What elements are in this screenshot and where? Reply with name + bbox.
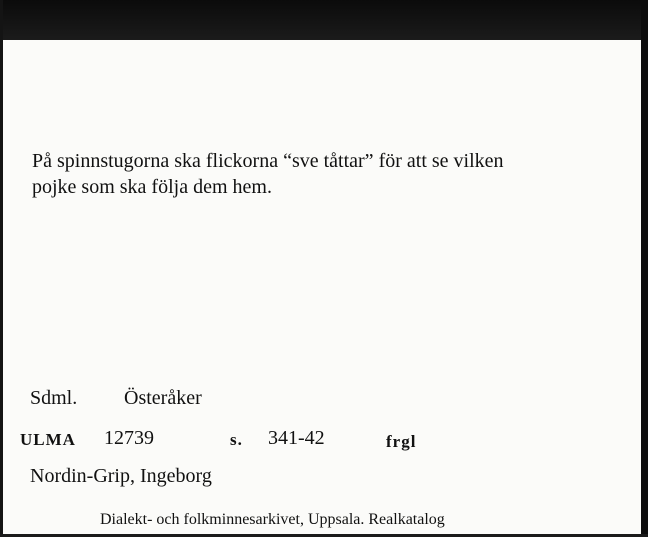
archive-footer: Dialekt- och folkminnesarkivet, Uppsala. Realkatalog (100, 511, 445, 528)
card-description (32, 148, 632, 200)
record-number: 12739 (104, 427, 154, 449)
scan-edge-left (0, 0, 3, 537)
genre-code: frgl (386, 432, 417, 451)
scan-edge-right (641, 0, 648, 537)
description-line-2: pojke som ska följa dem hem. (32, 176, 272, 198)
region-label: Sdml. (30, 387, 78, 409)
informant-name: Nordin-Grip, Ingeborg (30, 465, 212, 487)
archive-code: ULMA (20, 430, 76, 449)
parish-label: Österåker (124, 387, 202, 409)
page-range: 341-42 (268, 427, 325, 449)
scan-edge-top (0, 0, 648, 40)
page-label: s. (230, 430, 243, 449)
description-line-1: På spinnstugorna ska flickorna “sve tåttar” för att se vilken (32, 150, 504, 172)
